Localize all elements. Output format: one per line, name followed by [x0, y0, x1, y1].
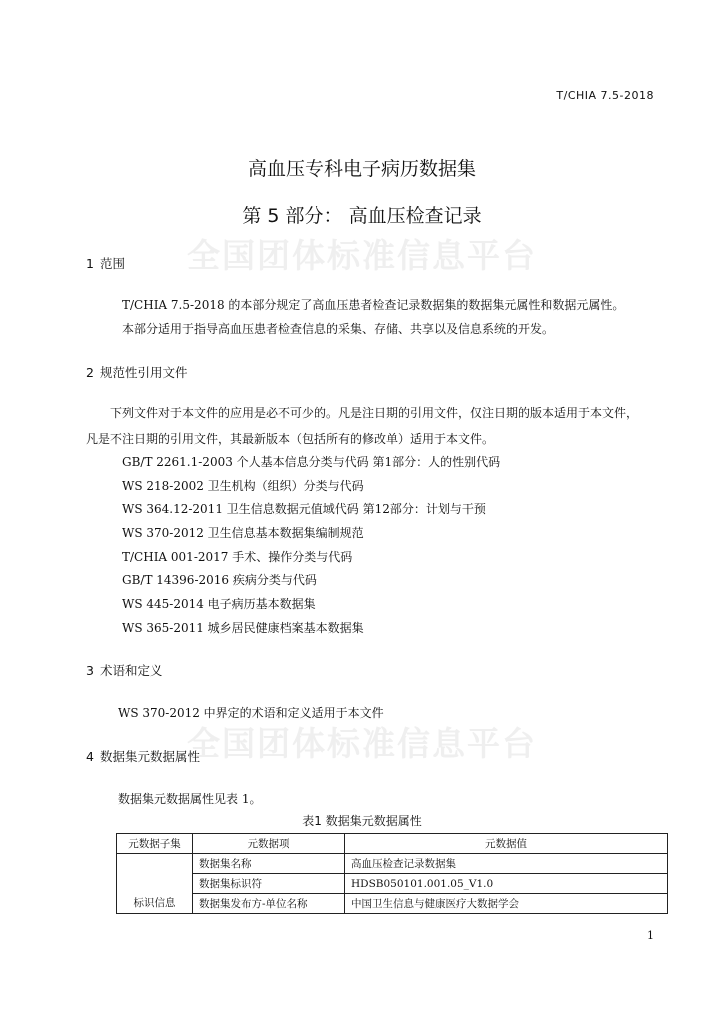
item-cell: 数据集标识符	[193, 874, 345, 894]
section-number: 2	[86, 365, 94, 380]
watermark-top: 全国团体标准信息平台	[187, 236, 537, 275]
section-heading-terms	[86, 661, 163, 679]
scope-paragraph-2: 本部分适用于指导高血压患者检查信息的采集、存储、共享以及信息系统的开发。	[122, 322, 555, 336]
metadata-table	[116, 833, 668, 914]
page-number: 1	[647, 929, 654, 942]
group-label-cell: 标识信息	[117, 854, 193, 914]
section-title: 术语和定义	[100, 663, 163, 678]
header-cell-subset: 元数据子集	[117, 834, 193, 854]
reference-item: GB/T 14396-2016 疾病分类与代码	[122, 573, 317, 587]
item-cell: 数据集名称	[193, 854, 345, 874]
section-title: 数据集元数据属性	[100, 749, 201, 764]
watermark-bottom: 全国团体标准信息平台	[187, 724, 537, 763]
table-header-row	[117, 834, 668, 854]
header-cell-item: 元数据项	[193, 834, 345, 854]
reference-item: GB/T 2261.1-2003 个人基本信息分类与代码 第1部分：人的性别代码	[122, 455, 501, 469]
references-intro-line-1: 下列文件对于本文件的应用是必不可少的。凡是注日期的引用文件，仅注日期的版本适用于本文件，	[110, 406, 639, 420]
metadata-paragraph: 数据集元数据属性见表 1。	[118, 792, 262, 806]
header-cell-value: 元数据值	[345, 834, 668, 854]
table-row	[117, 894, 668, 914]
value-cell: 中国卫生信息与健康医疗大数据学会	[345, 894, 668, 914]
section-title: 规范性引用文件	[100, 365, 188, 380]
table-row	[117, 854, 668, 874]
table-row	[117, 874, 668, 894]
section-number: 4	[86, 749, 94, 764]
value-cell: 高血压检查记录数据集	[345, 854, 668, 874]
document-code: T/CHIA 7.5-2018	[556, 89, 654, 102]
references-intro-line-2: 凡是不注日期的引用文件，其最新版本（包括所有的修改单）适用于本文件。	[86, 432, 495, 446]
section-number: 3	[86, 663, 94, 678]
terms-paragraph: WS 370-2012 中界定的术语和定义适用于本文件	[118, 706, 384, 720]
section-title: 范围	[100, 256, 126, 271]
document-subtitle: 第 5 部分： 高血压检查记录	[242, 205, 482, 227]
scope-paragraph-1: T/CHIA 7.5-2018 的本部分规定了高血压患者检查记录数据集的数据集元属性和数据元属性。	[122, 298, 625, 312]
document-title: 高血压专科电子病历数据集	[247, 158, 476, 180]
reference-item: WS 365-2011 城乡居民健康档案基本数据集	[122, 621, 364, 635]
table-caption: 表1 数据集元数据属性	[302, 814, 422, 828]
reference-item: WS 364.12-2011 卫生信息数据元值域代码 第12部分：计划与干预	[122, 502, 486, 516]
section-number: 1	[86, 256, 94, 271]
section-heading-metadata	[86, 747, 200, 765]
section-heading-scope	[86, 254, 125, 272]
item-cell: 数据集发布方-单位名称	[193, 894, 345, 914]
reference-item: WS 370-2012 卫生信息基本数据集编制规范	[122, 526, 364, 540]
reference-item: WS 218-2002 卫生机构（组织）分类与代码	[122, 479, 364, 493]
reference-item: T/CHIA 001-2017 手术、操作分类与代码	[122, 550, 353, 564]
reference-item: WS 445-2014 电子病历基本数据集	[122, 597, 316, 611]
section-heading-normative-references	[86, 363, 188, 381]
value-cell: HDSB050101.001.05_V1.0	[345, 874, 668, 894]
